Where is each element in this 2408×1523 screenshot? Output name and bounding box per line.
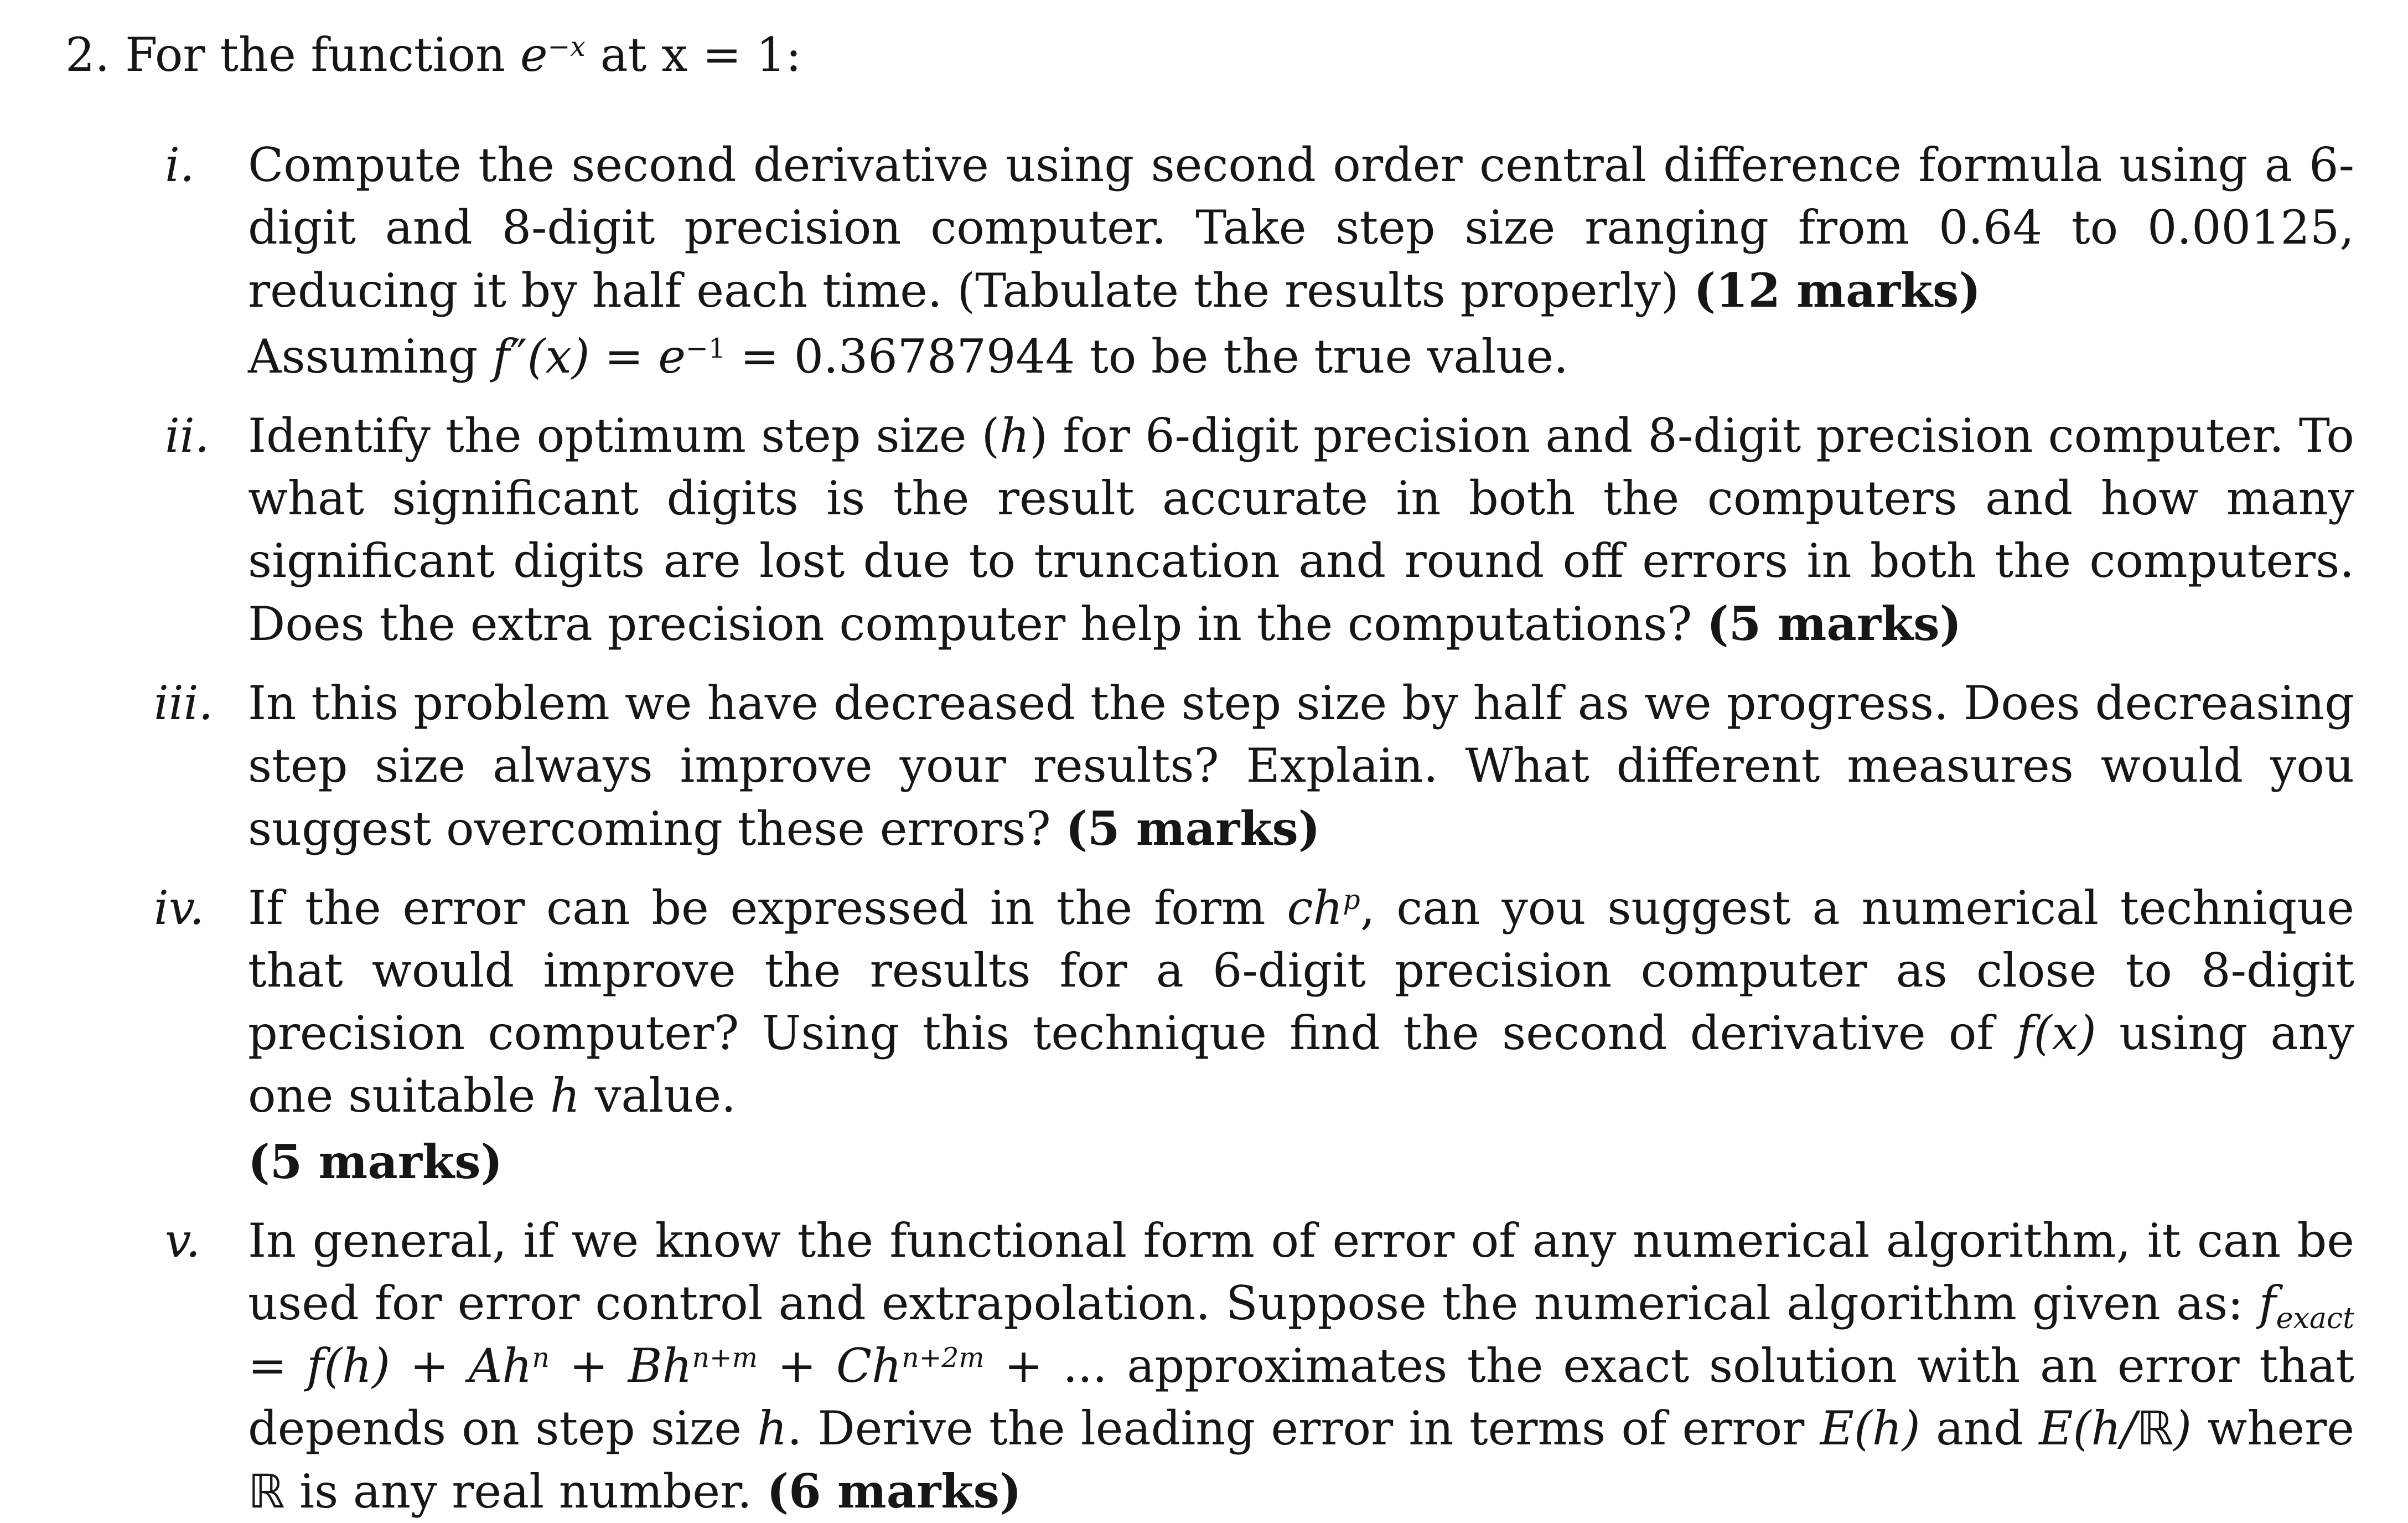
assume-arg: (x) xyxy=(527,329,590,384)
item-text-a: Identify the optimum step size ( xyxy=(248,409,1000,463)
sub-question-v xyxy=(165,1210,2355,1523)
assume-prime: ″ xyxy=(510,329,527,384)
item-text-b: ) for 6-digit precision and 8-digit precision computer. To what significant digits is the result accurate in both the computers and how many significant digits are lost due to truncation and round off errors in both the computers. Does the extra precision computer help in the computations? xyxy=(248,409,2354,651)
assume-exp: −1 xyxy=(686,333,726,365)
where-word: where xyxy=(2207,1401,2354,1455)
item-text: In this problem we have decreased the step size by half as we progress. Does decreasing step size always improve your results? Explain. What different measures would you suggest overcoming these errors? xyxy=(248,676,2354,856)
real-numbers-symbol: ℝ xyxy=(248,1464,285,1519)
marks-label: (6 marks) xyxy=(767,1464,1022,1519)
exact-subscript: exact xyxy=(2276,1302,2355,1335)
item-text-b: , can you suggest a numerical technique that would improve the results for a 6-digit precision computer as close to 8-digit precision computer? Using this technique find the second derivative of xyxy=(248,881,2355,1060)
question-number: 2. xyxy=(65,28,110,82)
assume-f: f xyxy=(493,329,510,384)
item-text-b: approximates the exact solution with an error that depends on step size xyxy=(248,1339,2355,1455)
question-suffix: at x = 1: xyxy=(600,28,802,82)
and-word: and xyxy=(1935,1401,2023,1455)
marks-label: (5 marks) xyxy=(248,1134,503,1189)
item-text-c: using any one suitable xyxy=(248,1006,2354,1123)
real-numbers-symbol: ℝ xyxy=(2136,1401,2174,1455)
term-Ch: Ch xyxy=(836,1339,902,1393)
marks-label: (5 marks) xyxy=(1065,801,1320,856)
exp-n: n xyxy=(532,1343,550,1374)
item-text-d: value. xyxy=(594,1068,736,1123)
plus-sign: + xyxy=(569,1339,608,1393)
question-header xyxy=(65,24,801,85)
function-exponent: −x xyxy=(547,32,586,63)
error-Eh: E(h) xyxy=(1820,1401,1920,1455)
item-number: v. xyxy=(165,1214,201,1268)
error-EhR-b: ) xyxy=(2173,1401,2192,1455)
assumption-line xyxy=(248,326,2354,388)
eq-sign: = xyxy=(248,1339,287,1393)
sub-question-list xyxy=(154,134,2355,1523)
f-exact: f xyxy=(2259,1276,2276,1330)
exp-n-plus-m: n+m xyxy=(692,1343,758,1374)
term-Ah: Ah xyxy=(468,1339,532,1393)
plus-sign: + xyxy=(777,1339,817,1393)
sub-question-ii xyxy=(165,405,2354,655)
item-text-a: In general, if we know the functional form of error of any numerical algorithm, it can be used for error control and extrapolation. Suppose the numerical algorithm given as: xyxy=(248,1214,2354,1330)
plus-sign: + xyxy=(1004,1339,1043,1393)
assume-value: = 0.36787944 to be the true value. xyxy=(740,329,1568,384)
sub-question-iv xyxy=(154,877,2355,1193)
error-EhR-a: E(h/ xyxy=(2039,1401,2137,1455)
item-text-d: is any real number. xyxy=(299,1464,752,1519)
function-fx: f(x) xyxy=(2016,1006,2096,1060)
item-text-a: If the error can be expressed in the form xyxy=(248,881,1266,935)
ellipsis: ... xyxy=(1063,1339,1107,1393)
marks-label: (12 marks) xyxy=(1694,263,1981,318)
step-h: h xyxy=(1000,409,1030,463)
item-number: ii. xyxy=(165,409,210,463)
assume-prefix: Assuming xyxy=(248,329,478,384)
question-prefix: For the function xyxy=(125,28,506,82)
function-base: e xyxy=(520,28,548,82)
sub-question-iii xyxy=(154,672,2354,860)
item-number: iii. xyxy=(154,676,214,730)
item-text-c: . Derive the leading error in terms of error xyxy=(787,1401,1805,1455)
item-text: Compute the second derivative using second order central difference formula using a 6-digit and 8-digit precision computer. Take step size ranging from 0.64 to 0.00125, reducing it by half each time. (Tabulate the results properly) xyxy=(248,138,2354,318)
term-fh: f(h) xyxy=(307,1339,390,1393)
assume-e: e xyxy=(658,329,686,384)
error-form-ch: ch xyxy=(1287,881,1343,935)
step-h: h xyxy=(550,1068,581,1123)
exp-n-plus-2m: n+2m xyxy=(902,1343,985,1374)
marks-label: (5 marks) xyxy=(1707,596,1962,651)
item-number: i. xyxy=(165,138,195,192)
step-h: h xyxy=(757,1401,788,1455)
term-Bh: Bh xyxy=(628,1339,692,1393)
item-number: iv. xyxy=(154,881,205,935)
assume-eq: = xyxy=(604,329,644,384)
plus-sign: + xyxy=(410,1339,449,1393)
sub-question-i xyxy=(165,134,2354,388)
error-form-p: p xyxy=(1343,885,1360,916)
